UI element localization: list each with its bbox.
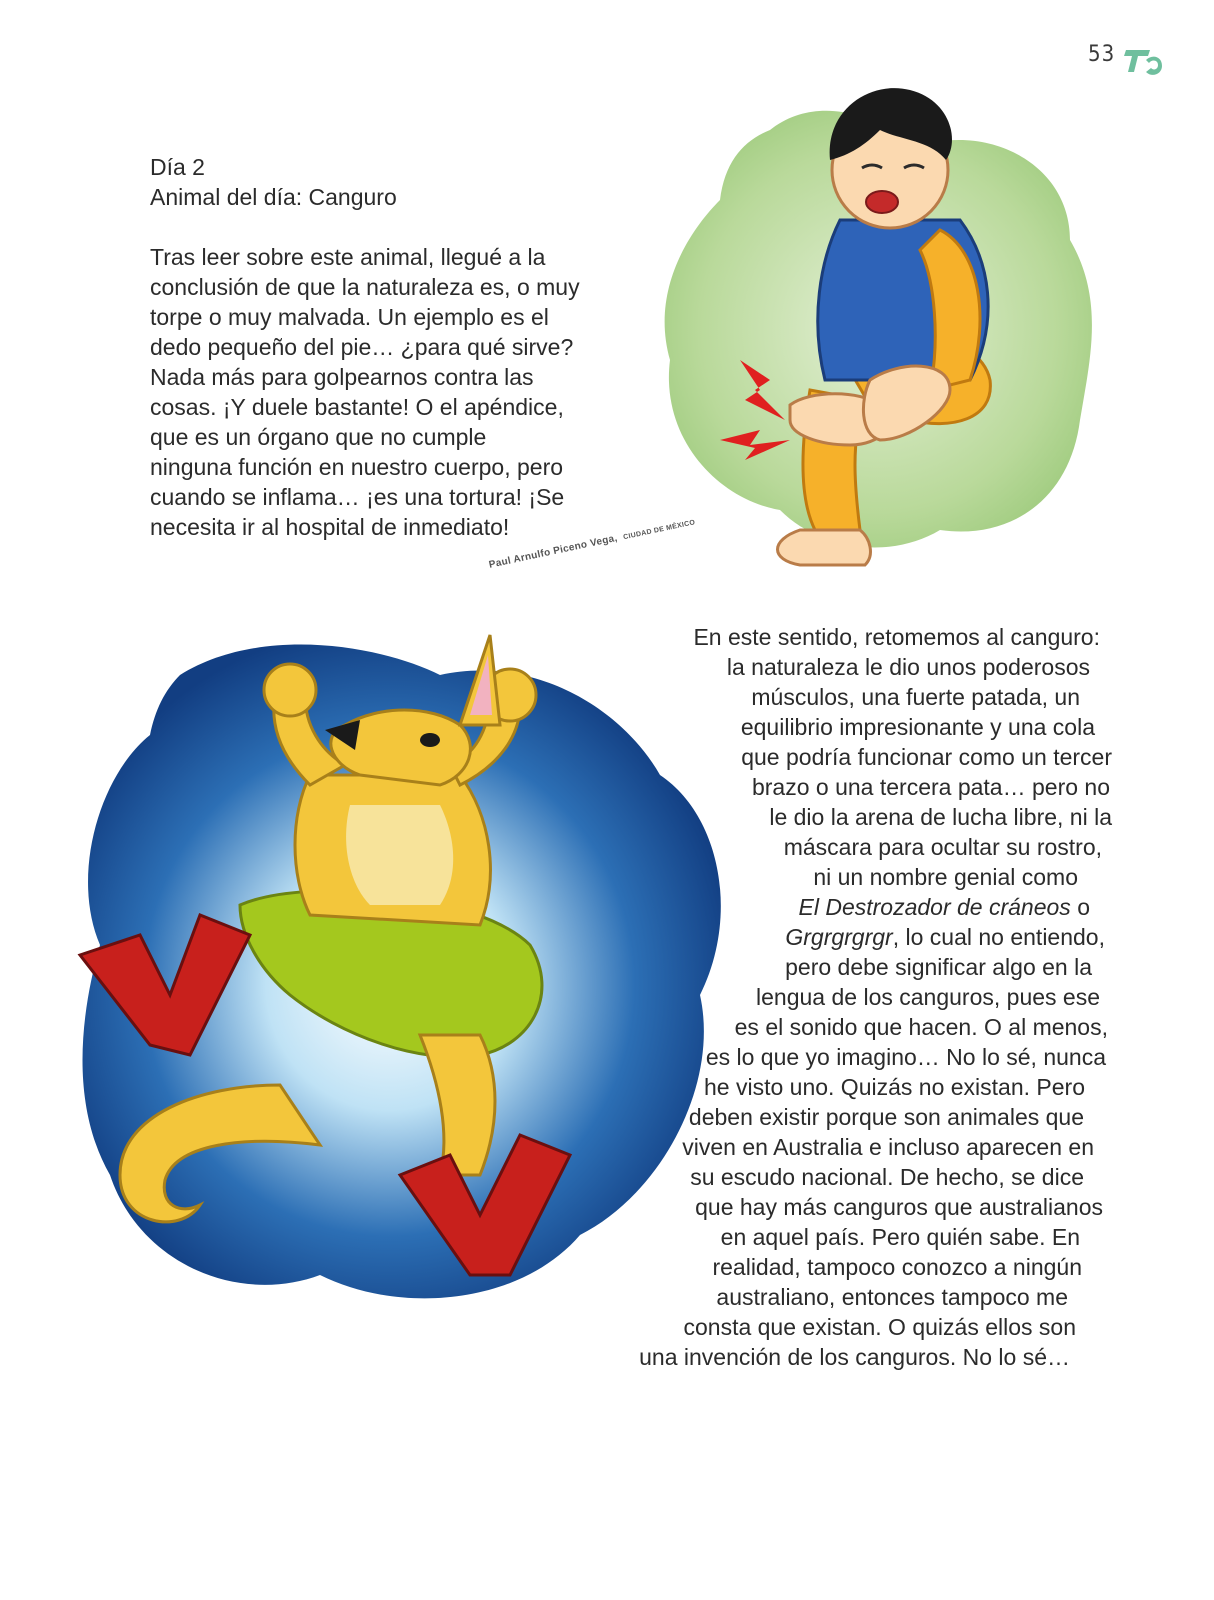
paragraph1-line: cosas. ¡Y duele bastante! O el apéndice, xyxy=(150,394,564,420)
paragraph2-line: le dio la arena de lucha libre, ni la xyxy=(769,804,1112,830)
paragraph2-line: viven en Australia e incluso aparecen en xyxy=(682,1134,1094,1160)
paragraph2-line: una invención de los canguros. No lo sé… xyxy=(639,1344,1070,1370)
paragraph2-fragment: , lo cual no entiendo, xyxy=(892,924,1105,950)
diary-entry-intro xyxy=(150,152,650,542)
paragraph1-line: que es un órgano que no cumple xyxy=(150,424,487,450)
page-number: 53 xyxy=(1088,42,1116,67)
paragraph2-line: es el sonido que hacen. O al menos, xyxy=(734,1014,1108,1040)
day-heading: Día 2 xyxy=(150,154,205,180)
paragraph1-line: Tras leer sobre este animal, llegué a la xyxy=(150,244,546,270)
paragraph2-line: ni un nombre genial como xyxy=(813,864,1078,890)
paragraph2-line: pero debe significar algo en la xyxy=(785,954,1092,980)
paragraph2-line: australiano, entonces tampoco me xyxy=(716,1284,1068,1310)
paragraph2-line: que podría funcionar como un tercer xyxy=(741,744,1112,770)
paragraph2-line: su escudo nacional. De hecho, se dice xyxy=(690,1164,1084,1190)
paragraph2-line: equilibrio impresionante y una cola xyxy=(740,714,1095,740)
paragraph2-line: lengua de los canguros, pues ese xyxy=(756,984,1100,1010)
diary-entry-body xyxy=(600,622,1140,1372)
paragraph2-line: la naturaleza le dio unos poderosos xyxy=(726,654,1090,680)
kangaroo-sound-italic: Grgrgrgrgr xyxy=(785,924,893,950)
paragraph1-line: torpe o muy malvada. Un ejemplo es el xyxy=(150,304,549,330)
paragraph2-line: que hay más canguros que australianos xyxy=(695,1194,1103,1220)
boy-hurt-toe-illustration xyxy=(650,60,1110,590)
paragraph2-line xyxy=(600,892,1140,922)
paragraph2-line: en aquel país. Pero quién sabe. En xyxy=(720,1224,1080,1250)
paragraph1-line: dedo pequeño del pie… ¿para qué sirve? xyxy=(150,334,574,360)
paragraph1-line: cuando se inflama… ¡es una tortura! ¡Se xyxy=(150,484,565,510)
paragraph1-line: ninguna función en nuestro cuerpo, pero xyxy=(150,454,564,480)
paragraph2-line: brazo o una tercera pata… pero no xyxy=(751,774,1110,800)
paragraph2-line: deben existir porque son animales que xyxy=(688,1104,1084,1130)
paragraph2-line: músculos, una fuerte patada, un xyxy=(751,684,1080,710)
paragraph2-line: máscara para ocultar su rostro, xyxy=(783,834,1102,860)
paragraph2-fragment: o xyxy=(1070,894,1090,920)
paragraph1-line: Nada más para golpearnos contra las xyxy=(150,364,534,390)
paragraph2-line: consta que existan. O quizás ellos son xyxy=(683,1314,1076,1340)
paragraph1-line: conclusión de que la naturaleza es, o muy xyxy=(150,274,580,300)
paragraph1-line: necesita ir al hospital de inmediato! xyxy=(150,514,510,540)
page-corner-logo-icon xyxy=(1124,44,1164,80)
paragraph2-line xyxy=(600,922,1140,952)
illustrator-city: CIUDAD DE MÉXICO xyxy=(622,519,696,542)
illustrator-name: Paul Arnulfo Piceno Vega, xyxy=(488,532,619,571)
paragraph2-line: En este sentido, retomemos al canguro: xyxy=(693,624,1100,650)
paragraph2-line: realidad, tampoco conozco a ningún xyxy=(712,1254,1082,1280)
wrestler-name-italic: El Destrozador de cráneos xyxy=(798,894,1071,920)
animal-of-day-label: Animal del día: Canguro xyxy=(150,184,397,210)
paragraph2-line: es lo que yo imagino… No lo sé, nunca xyxy=(705,1044,1106,1070)
paragraph2-line: he visto uno. Quizás no existan. Pero xyxy=(704,1074,1085,1100)
